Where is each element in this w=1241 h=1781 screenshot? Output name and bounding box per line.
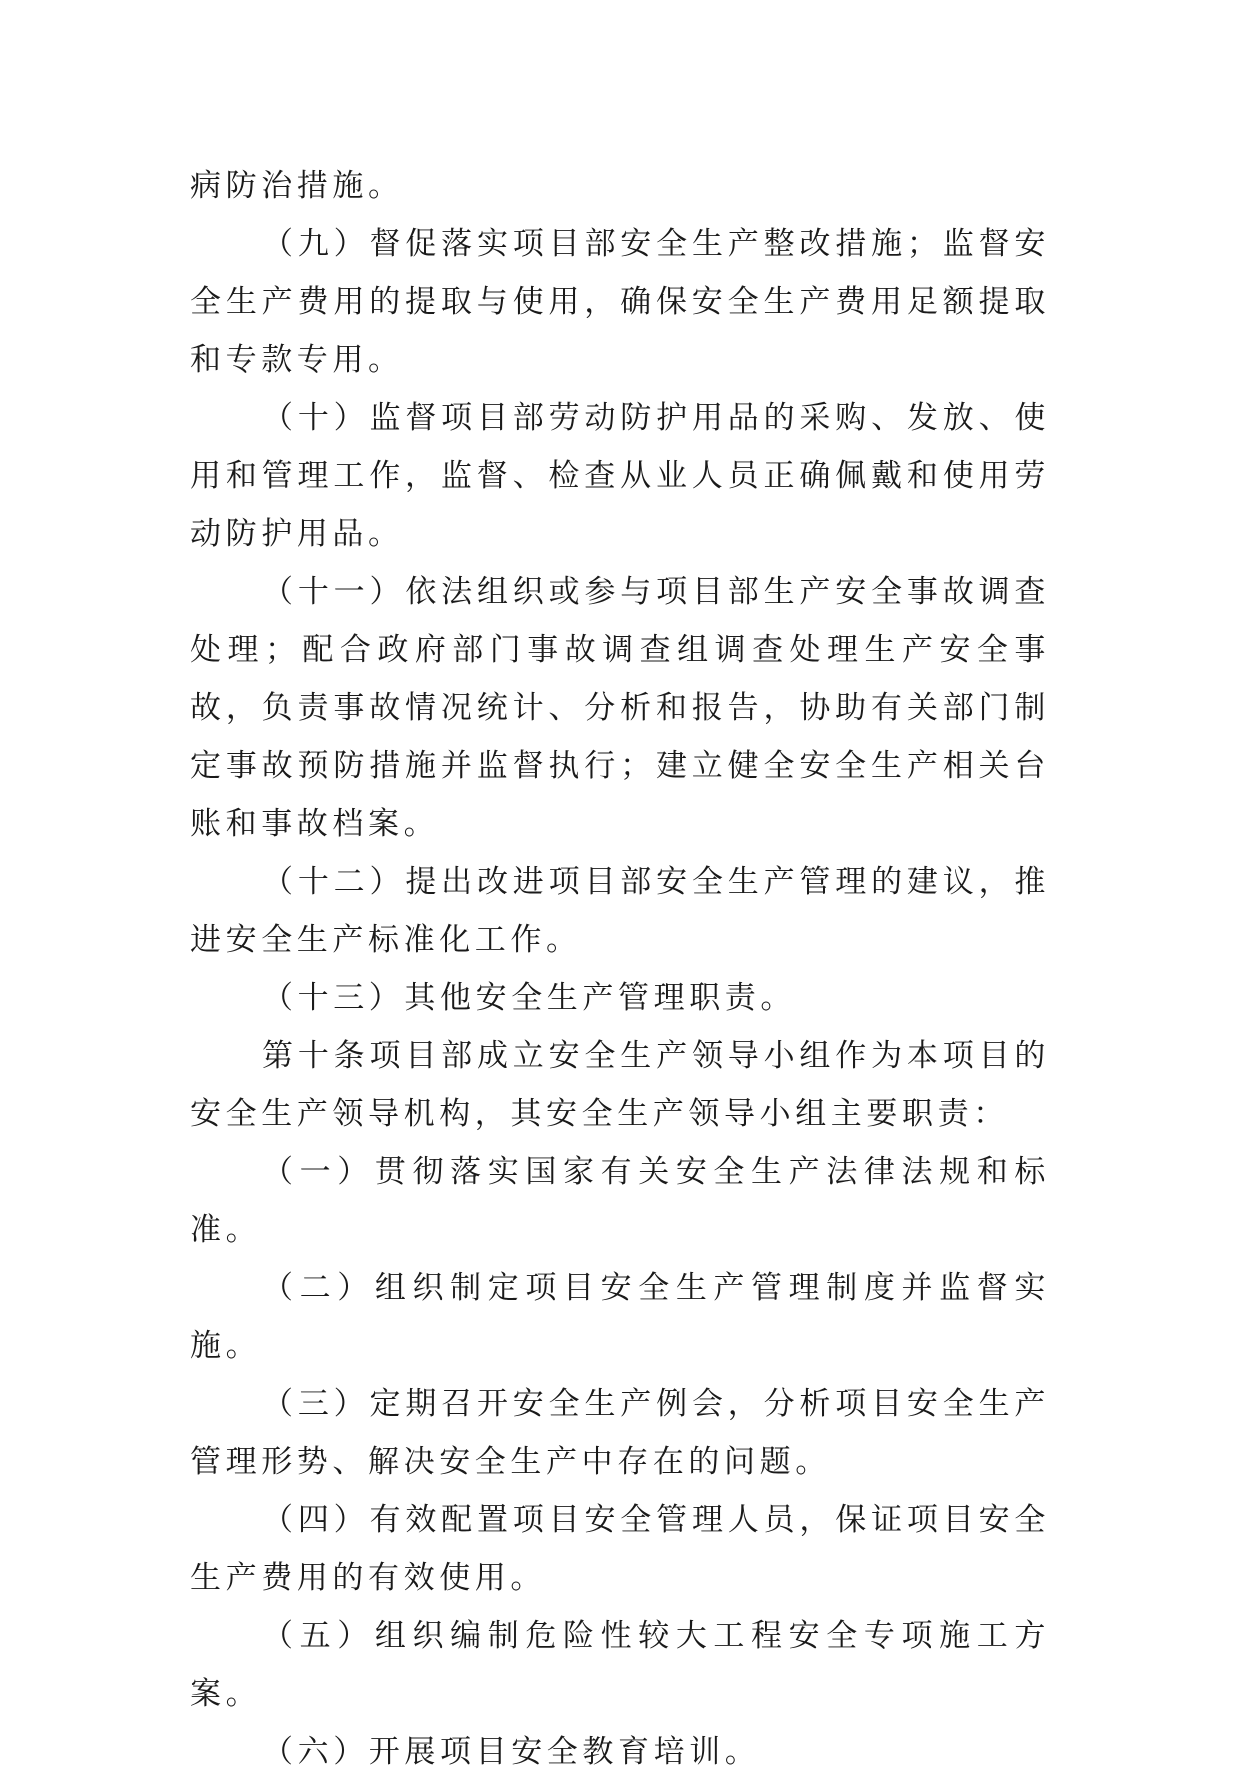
paragraph-item-10: （十）监督项目部劳动防护用品的采购、发放、使用和管理工作，监督、检查从业人员正确佩戴和使用劳动防护用品。 [190, 400, 1050, 552]
paragraph-duty-4: （四）有效配置项目安全管理人员，保证项目安全生产费用的有效使用。 [190, 1502, 1050, 1596]
paragraph-item-13: （十三）其他安全生产管理职责。 [262, 980, 796, 1016]
paragraph-item-11: （十一）依法组织或参与项目部生产安全事故调查处理；配合政府部门事故调查组调查处理生产安全事故，负责事故情况统计、分析和报告，协助有关部门制定事故预防措施并监督执行；建立健全安全生产相关台账和事故档案。 [190, 574, 1050, 842]
paragraph-duty-1: （一）贯彻落实国家有关安全生产法律法规和标准。 [190, 1154, 1050, 1248]
paragraph-duty-3: （三）定期召开安全生产例会，分析项目安全生产管理形势、解决安全生产中存在的问题。 [190, 1386, 1050, 1480]
paragraph-continued: 病防治措施。 [190, 168, 404, 204]
paragraph-item-12: （十二）提出改进项目部安全生产管理的建议，推进安全生产标准化工作。 [190, 864, 1050, 958]
paragraph-item-9: （九）督促落实项目部安全生产整改措施；监督安全生产费用的提取与使用，确保安全生产费用足额提取和专款专用。 [190, 226, 1050, 378]
paragraph-duty-5: （五）组织编制危险性较大工程安全专项施工方案。 [190, 1618, 1050, 1712]
document-page [190, 157, 1050, 1781]
paragraph-duty-2: （二）组织制定项目安全生产管理制度并监督实施。 [190, 1270, 1050, 1364]
paragraph-article-10: 第十条项目部成立安全生产领导小组作为本项目的安全生产领导机构，其安全生产领导小组主要职责： [190, 1038, 1050, 1132]
paragraph-duty-6: （六）开展项目安全教育培训。 [262, 1734, 761, 1770]
